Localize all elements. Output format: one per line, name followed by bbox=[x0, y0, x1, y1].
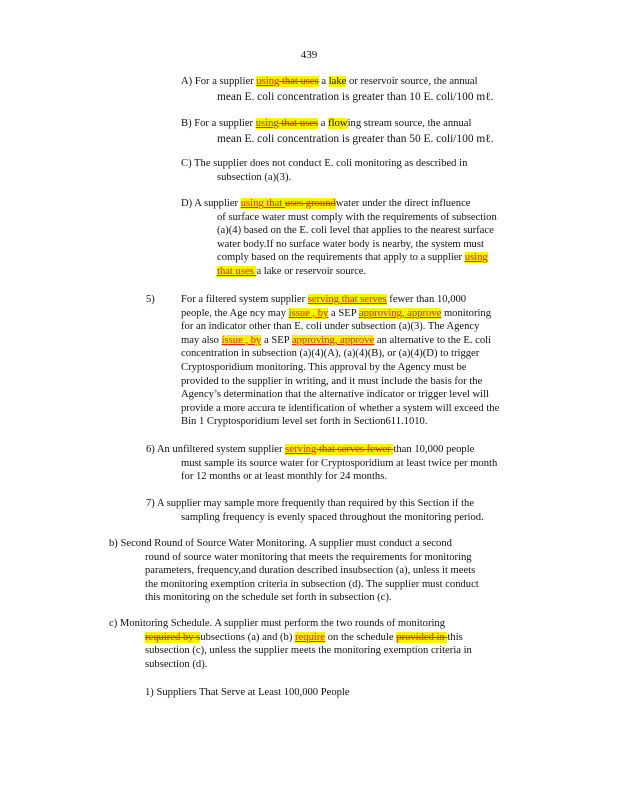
text: or reservoir source, the annual bbox=[346, 76, 478, 87]
text-line: mean E. coli concentration is greater than 10 E. coli/100 mℓ. bbox=[217, 90, 494, 103]
text: B) For a supplier bbox=[181, 118, 256, 129]
text: an alternative to the E. coli bbox=[374, 334, 492, 346]
text-line: b) Second Round of Source Water Monitoring. A supplier must conduct a second bbox=[109, 538, 452, 549]
text-line: must sample its source water for Cryptosporidium at least twice per month bbox=[181, 457, 498, 469]
deletion: provided in bbox=[396, 631, 448, 643]
deletion: that uses bbox=[278, 118, 319, 129]
text: comply based on the requirements that apply to a supplier bbox=[217, 252, 465, 264]
deletion: that uses bbox=[279, 76, 319, 87]
text-line: provide a more accura te identification of whether a system will exceed the bbox=[181, 402, 500, 414]
highlight: flow bbox=[328, 118, 348, 129]
insertion: that uses bbox=[217, 265, 257, 277]
text: on the schedule bbox=[325, 631, 397, 643]
text-line: Cryptosporidium monitoring. This approval by the Agency must be bbox=[181, 361, 467, 373]
insertion: that bbox=[263, 198, 285, 209]
text: 6) An unfiltered system supplier bbox=[146, 444, 286, 455]
text-line: 7) A supplier may sample more frequently than required by this Section if the bbox=[146, 498, 475, 509]
insertion: require bbox=[295, 631, 326, 643]
paragraph-6 bbox=[146, 443, 540, 484]
text-line: subsection (c), unless the supplier meets the monitoring exemption criteria in bbox=[145, 645, 472, 657]
text-line: (a)(4) based on the E. coli level that applies to the nearest surface bbox=[217, 225, 494, 237]
deletion: that serves fewer bbox=[316, 444, 394, 455]
text: a SEP bbox=[328, 307, 359, 319]
insertion: using bbox=[464, 252, 488, 264]
deletion: uses ground bbox=[284, 198, 336, 209]
insertion: approving, approve bbox=[291, 334, 375, 346]
text-line: Agency’s determination that the alternative indicator or trigger level will bbox=[181, 389, 489, 401]
text: ing stream source, the annual bbox=[347, 118, 472, 129]
paragraph-7 bbox=[146, 497, 540, 524]
page-number: 439 bbox=[300, 49, 318, 61]
insertion: serving that serves bbox=[307, 294, 387, 305]
insertion: using bbox=[256, 76, 280, 87]
text-line: for an indicator other than E. coli under subsection (a)(3). The Agency bbox=[181, 321, 480, 333]
paragraph-b-second-round bbox=[109, 537, 529, 605]
text-line: sampling frequency is evenly spaced throughout the monitoring period. bbox=[181, 511, 484, 523]
insertion: serving bbox=[285, 444, 317, 455]
text-line: subsection (d). bbox=[145, 658, 208, 670]
text: may also bbox=[181, 334, 222, 346]
paragraph-d-upper bbox=[181, 197, 531, 279]
text: a SEP bbox=[261, 334, 292, 346]
text-line: the monitoring exemption criteria in subsection (d). The supplier must conduct bbox=[145, 578, 479, 590]
text-line: of surface water must comply with the requirements of subsection bbox=[217, 211, 497, 223]
text-line: round of source water monitoring that meets the requirements for monitoring bbox=[145, 551, 472, 563]
text-line: subsection (a)(3). bbox=[217, 171, 292, 183]
text-line: this monitoring on the schedule set forth in subsection (c). bbox=[145, 592, 392, 604]
text-line: c) Monitoring Schedule. A supplier must perform the two rounds of monitoring bbox=[109, 618, 446, 629]
text: water under the direct influence bbox=[335, 198, 471, 209]
insertion: using bbox=[240, 198, 264, 209]
text: a lake or reservoir source. bbox=[256, 265, 367, 277]
text-line: mean E. coli concentration is greater than 50 E. coli/100 mℓ. bbox=[217, 132, 494, 145]
paragraph-5 bbox=[146, 293, 540, 429]
text: a bbox=[318, 76, 329, 87]
paragraph-b-upper bbox=[181, 117, 531, 146]
subheading-suppliers-100000 bbox=[145, 686, 539, 700]
text: a bbox=[318, 118, 329, 129]
deletion: required by s bbox=[145, 631, 201, 643]
text: For a filtered system supplier bbox=[181, 294, 308, 305]
text-line: C) The supplier does not conduct E. coli monitoring as described in bbox=[181, 158, 468, 169]
insertion: issue , by bbox=[288, 307, 329, 319]
insertion: using bbox=[255, 118, 279, 129]
item-number: 5) bbox=[146, 294, 155, 305]
text-line: parameters, frequency,and duration described insubsection (a), unless it meets bbox=[145, 565, 476, 577]
text: than 10,000 people bbox=[393, 444, 475, 455]
text-line: water body.If no surface water body is nearby, the system must bbox=[217, 238, 484, 250]
text: fewer than 10,000 bbox=[386, 294, 467, 305]
text-line: for 12 months or at least monthly for 24 months. bbox=[181, 471, 387, 483]
text: ubsections (a) and (b) bbox=[200, 631, 296, 643]
text: D) A supplier bbox=[181, 198, 241, 209]
insertion: approving, approve bbox=[358, 307, 442, 319]
text: people, the Age ncy may bbox=[181, 307, 289, 319]
paragraph-c-upper bbox=[181, 157, 531, 184]
highlight: lake bbox=[328, 76, 347, 87]
text-line: Bin 1 Cryptosporidium level set forth in Section611.1010. bbox=[181, 416, 428, 428]
text: this bbox=[447, 631, 463, 643]
paragraph-a-upper bbox=[181, 75, 531, 104]
text-line: 1) Suppliers That Serve at Least 100,000 People bbox=[145, 687, 350, 698]
text: monitoring bbox=[441, 307, 492, 319]
text-line: concentration in subsection (a)(4)(A), (a)(4)(B), or (a)(4)(D) to trigger bbox=[181, 348, 480, 360]
text-line: provided to the supplier in writing, and it must include the basis for the bbox=[181, 375, 483, 387]
paragraph-c-monitoring-schedule bbox=[109, 617, 529, 671]
insertion: issue , by bbox=[221, 334, 262, 346]
text: A) For a supplier bbox=[181, 76, 257, 87]
